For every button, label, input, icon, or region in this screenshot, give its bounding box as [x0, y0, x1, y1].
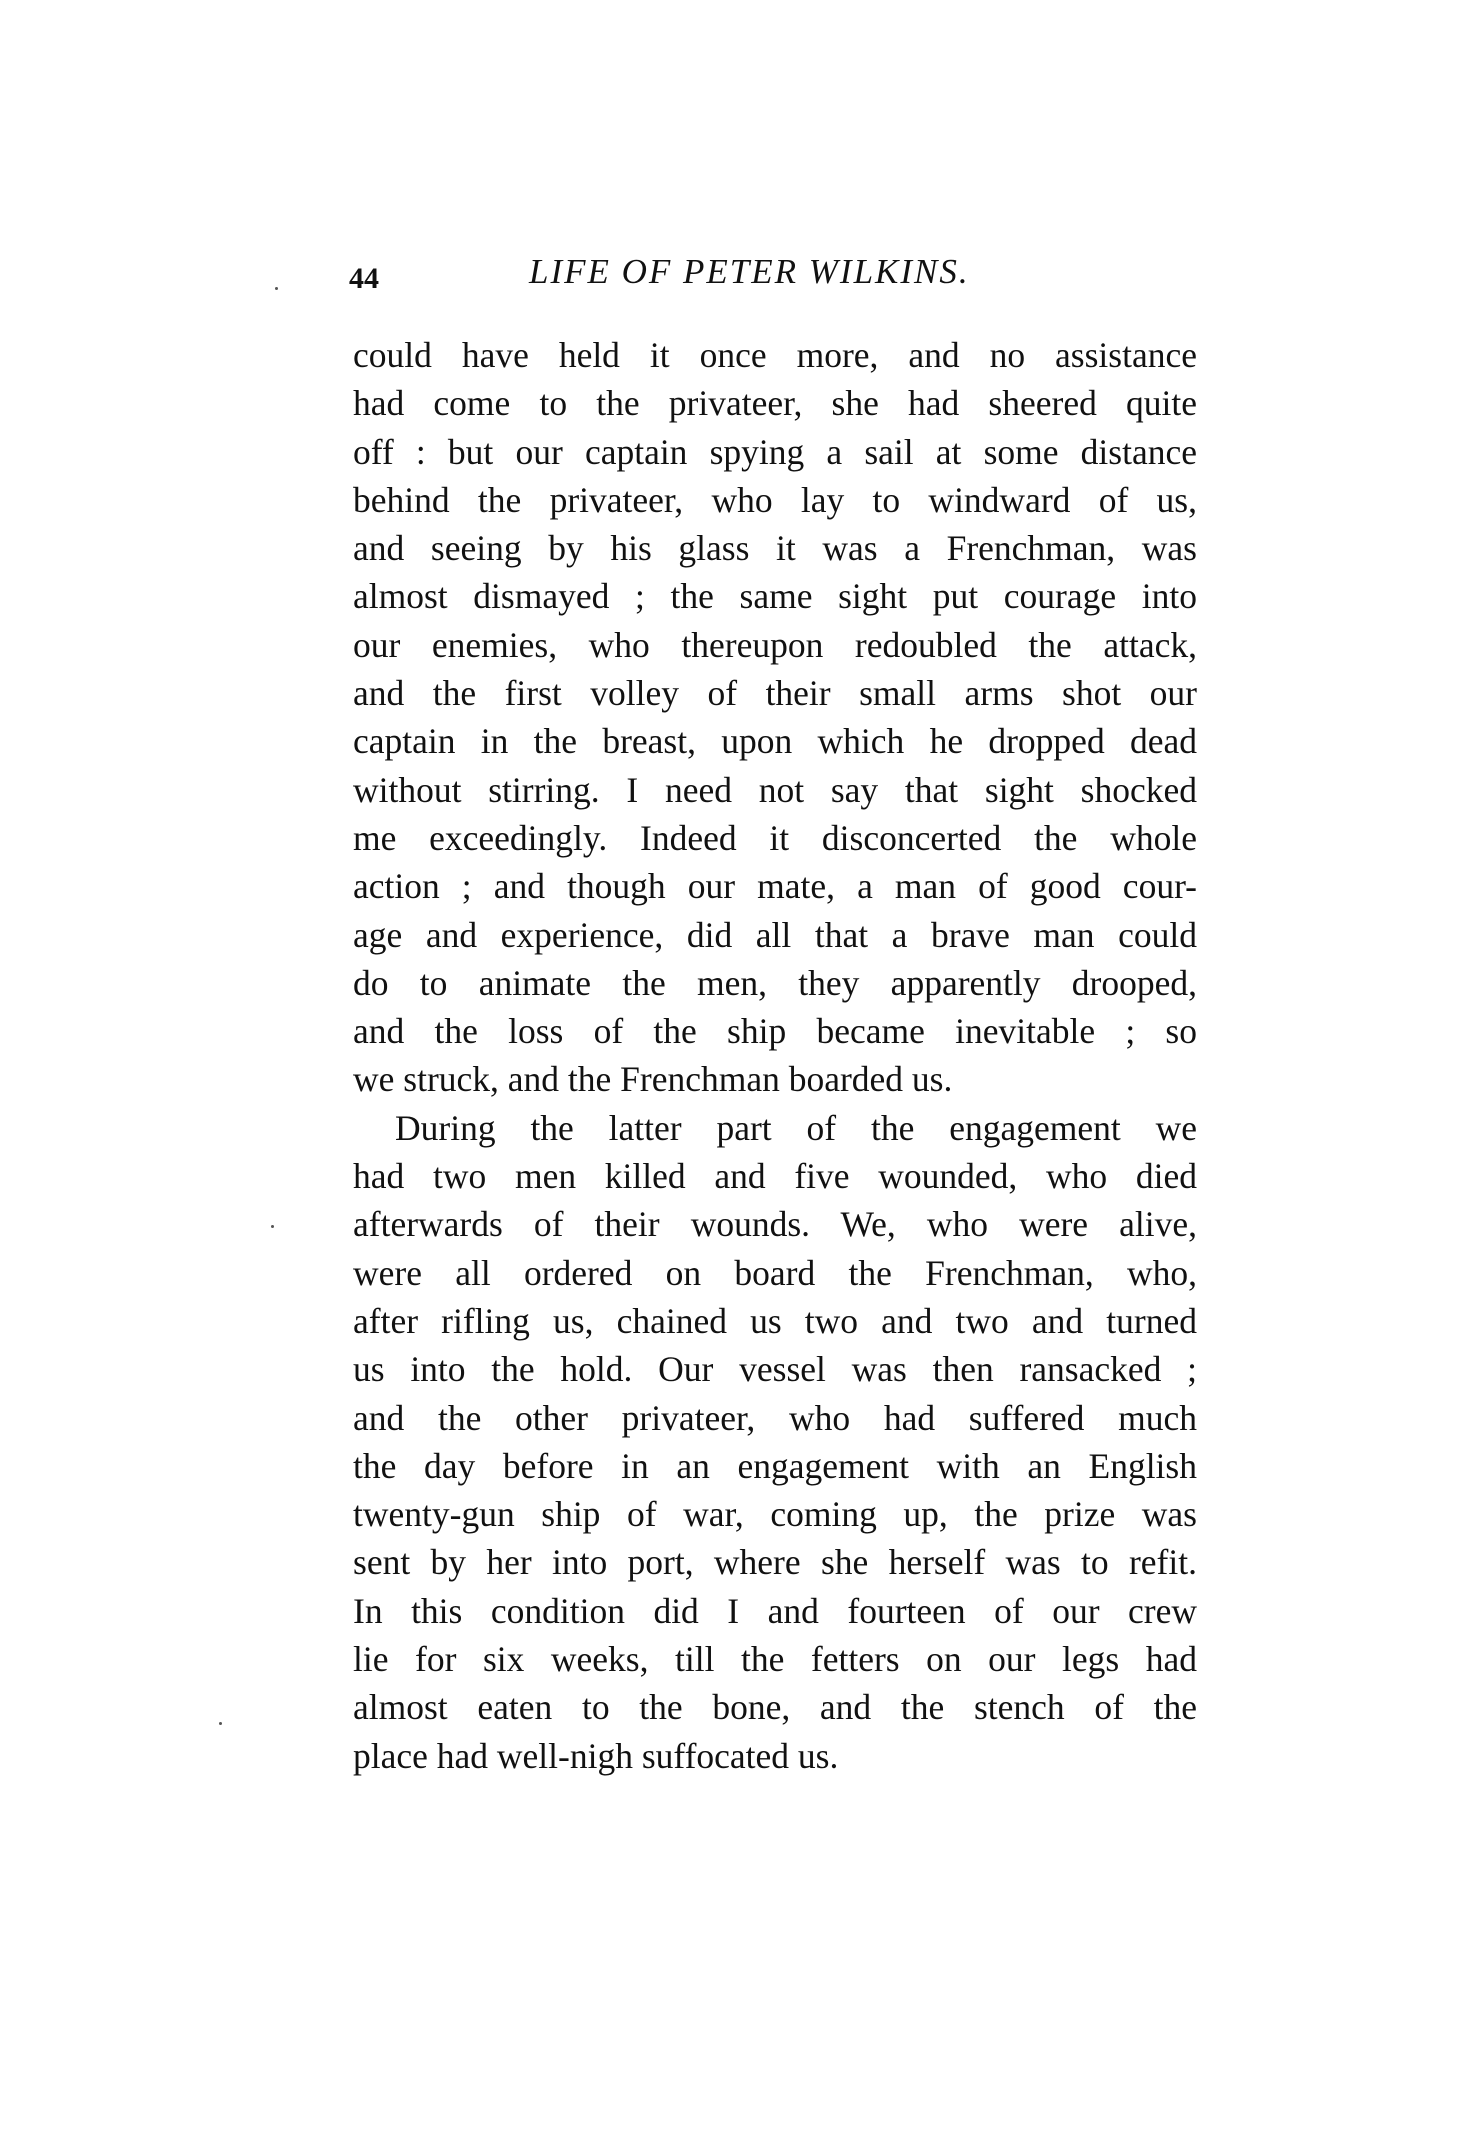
text-line: and the first volley of their small arms shot our	[353, 673, 1197, 714]
text-line: after rifling us, chained us two and two and turned	[353, 1300, 1197, 1341]
scan-speck	[271, 1225, 274, 1228]
text-line: and seeing by his glass it was a Frenchman, was	[353, 528, 1197, 569]
text-line: me exceedingly. Indeed it disconcerted the whole	[353, 817, 1197, 858]
text-line: and the other privateer, who had suffered much	[353, 1397, 1197, 1438]
text-line: had come to the privateer, she had sheered quite	[353, 383, 1197, 424]
text-line: almost eaten to the bone, and the stench of the	[353, 1687, 1197, 1728]
text-line: and the loss of the ship became inevitable ; so	[353, 1011, 1197, 1052]
text-line: captain in the breast, upon which he dropped dead	[353, 721, 1197, 762]
scan-speck	[219, 1722, 222, 1725]
text-line: were all ordered on board the Frenchman, who,	[353, 1252, 1197, 1293]
text-line: our enemies, who thereupon redoubled the attack,	[353, 624, 1197, 665]
text-line: the day before in an engagement with an English	[353, 1445, 1197, 1486]
text-line: place had well-nigh suffocated us.	[353, 1735, 839, 1776]
scan-speck	[275, 287, 278, 290]
text-line: off : but our captain spying a sail at some distance	[353, 431, 1197, 472]
text-line: afterwards of their wounds. We, who were alive,	[353, 1204, 1197, 1245]
text-line: could have held it once more, and no assistance	[353, 335, 1197, 375]
body-text	[353, 331, 1197, 1780]
running-head	[349, 252, 1199, 302]
text-line: had two men killed and five wounded, who died	[353, 1156, 1197, 1197]
page-number: 44	[349, 262, 379, 295]
paragraph-1	[353, 331, 1197, 1104]
text-line: we struck, and the Frenchman boarded us.	[353, 1059, 953, 1100]
text-line: us into the hold. Our vessel was then ransacked ;	[353, 1349, 1197, 1390]
text-line: During the latter part of the engagement we	[395, 1107, 1197, 1148]
running-title: LIFE OF PETER WILKINS.	[529, 252, 970, 291]
text-line: behind the privateer, who lay to windward of us,	[353, 479, 1197, 520]
text-line: action ; and though our mate, a man of good cour-	[353, 866, 1197, 907]
text-line: almost dismayed ; the same sight put courage into	[353, 576, 1197, 617]
text-line: twenty-gun ship of war, coming up, the prize was	[353, 1494, 1197, 1535]
text-line: sent by her into port, where she herself was to refit.	[353, 1542, 1197, 1583]
text-line: lie for six weeks, till the fetters on our legs had	[353, 1639, 1197, 1680]
text-line: without stirring. I need not say that sight shocked	[353, 769, 1197, 810]
text-line: age and experience, did all that a brave man could	[353, 914, 1197, 955]
text-line: In this condition did I and fourteen of our crew	[353, 1590, 1197, 1631]
text-line: do to animate the men, they apparently drooped,	[353, 962, 1197, 1003]
paragraph-2	[353, 1104, 1197, 1780]
